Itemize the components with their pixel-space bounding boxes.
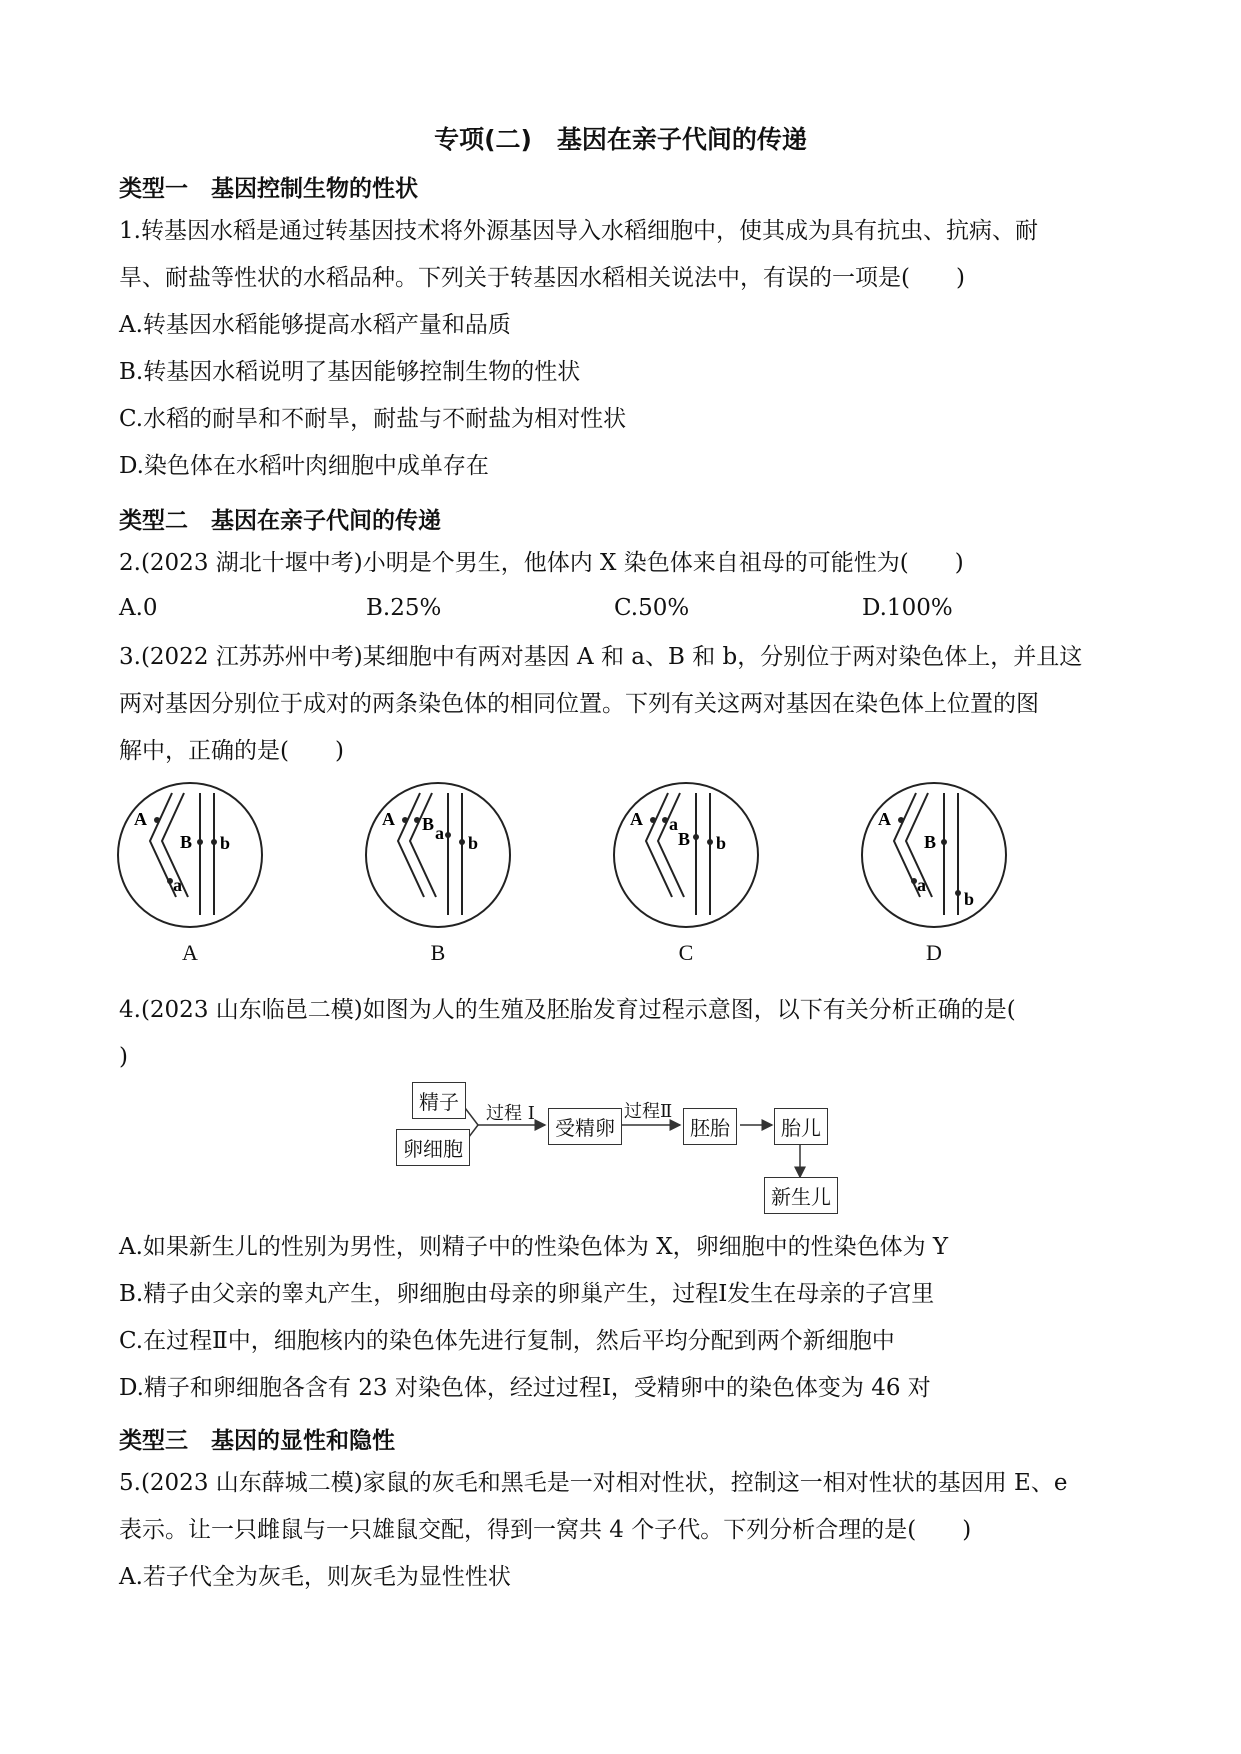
q4-stem-line2: ): [119, 1044, 128, 1070]
flow-process1-label: 过程 I: [486, 1103, 535, 1124]
q3-stem-line1: 3.(2022 江苏苏州中考)某细胞中有两对基因 A 和 a、B 和 b，分别位于两对染色体上，并且这: [119, 644, 1083, 670]
gene-label-a: a: [173, 875, 182, 895]
q2-option-b: B.25%: [366, 595, 442, 621]
gene-label-a: a: [435, 823, 444, 843]
flow-egg-box: 卵细胞: [396, 1129, 470, 1166]
q5-stem-line2: 表示。让一只雌鼠与一只雄鼠交配，得到一窝共 4 个子代。下列分析合理的是( ): [119, 1517, 972, 1543]
flow-sperm-box: 精子: [412, 1082, 466, 1119]
q1-option-b: B.转基因水稻说明了基因能够控制生物的性状: [119, 359, 581, 385]
q4-option-d: D.精子和卵细胞各含有 23 对染色体，经过过程Ⅰ，受精卵中的染色体变为 46 对: [119, 1375, 931, 1401]
q1-option-d: D.染色体在水稻叶肉细胞中成单存在: [119, 453, 489, 479]
gene-label-A: A: [382, 809, 395, 829]
q4-option-a: A.如果新生儿的性别为男性，则精子中的性染色体为 X，卵细胞中的性染色体为 Y: [119, 1234, 949, 1260]
gene-label-A: A: [630, 809, 643, 829]
gene-label-B: B: [924, 832, 937, 852]
q2-stem: 2.(2023 湖北十堰中考)小明是个男生，他体内 X 染色体来自祖母的可能性为( ): [119, 550, 964, 576]
figure-c-cell: [614, 783, 758, 927]
q4-option-c: C.在过程Ⅱ中，细胞核内的染色体先进行复制，然后平均分配到两个新细胞中: [119, 1328, 895, 1354]
figure-label-c: C: [678, 940, 694, 965]
q5-stem-line1: 5.(2023 山东薛城二模)家鼠的灰毛和黑毛是一对相对性状，控制这一相对性状的基因用 E、e: [119, 1470, 1068, 1496]
flow-fetus-box: 胎儿: [774, 1108, 828, 1145]
page-title: 专项(二) 基因在亲子代间的传递: [434, 125, 807, 154]
q2-option-a: A.0: [119, 595, 158, 621]
q1-stem-line2: 旱、耐盐等性状的水稻品种。下列关于转基因水稻相关说法中，有误的一项是( ): [119, 265, 965, 291]
q4-stem-line1: 4.(2023 山东临邑二模)如图为人的生殖及胚胎发育过程示意图，以下有关分析正确的是(: [119, 997, 1016, 1023]
q5-option-a: A.若子代全为灰毛，则灰毛为显性性状: [119, 1564, 511, 1590]
q2-option-d: D.100%: [862, 595, 953, 621]
q3-stem-line3: 解中，正确的是( ): [119, 738, 344, 764]
gene-label-a: a: [917, 875, 926, 895]
flow-newborn-box: 新生儿: [764, 1177, 838, 1214]
section-heading-1: 类型一 基因控制生物的性状: [119, 176, 418, 202]
gene-label-b: b: [468, 833, 479, 853]
figure-d-cell: [862, 783, 1006, 927]
gene-label-B: B: [180, 832, 193, 852]
q3-stem-line2: 两对基因分别位于成对的两条染色体的相同位置。下列有关这两对基因在染色体上位置的图: [119, 691, 1039, 717]
q1-option-a: A.转基因水稻能够提高水稻产量和品质: [119, 312, 511, 338]
gene-label-b: b: [220, 833, 231, 853]
section-heading-2: 类型二 基因在亲子代间的传递: [119, 508, 441, 534]
q1-option-c: C.水稻的耐旱和不耐旱，耐盐与不耐盐为相对性状: [119, 406, 627, 432]
q2-option-c: C.50%: [614, 595, 690, 621]
gene-label-B: B: [422, 814, 435, 834]
figure-label-a: A: [182, 940, 198, 965]
figure-label-d: D: [926, 940, 942, 965]
gene-label-A: A: [134, 809, 147, 829]
gene-label-B: B: [678, 829, 691, 849]
section-heading-3: 类型三 基因的显性和隐性: [119, 1428, 395, 1454]
figure-label-b: B: [430, 940, 446, 965]
figure-a-cell: [118, 783, 262, 927]
q4-flowchart-arrows: [0, 1075, 1241, 1215]
q4-option-b: B.精子由父亲的睾丸产生，卵细胞由母亲的卵巢产生，过程Ⅰ发生在母亲的子宫里: [119, 1281, 935, 1307]
q3-figures: [0, 770, 1241, 950]
gene-label-b: b: [716, 833, 727, 853]
gene-label-a: a: [669, 814, 678, 834]
flow-embryo-box: 胚胎: [683, 1108, 737, 1145]
flow-process2-label: 过程Ⅱ: [624, 1101, 673, 1122]
flow-zygote-box: 受精卵: [548, 1108, 622, 1145]
figure-b-cell: [366, 783, 510, 927]
q1-stem-line1: 1.转基因水稻是通过转基因技术将外源基因导入水稻细胞中，使其成为具有抗虫、抗病、耐: [119, 218, 1038, 244]
gene-label-A: A: [878, 809, 891, 829]
gene-label-b: b: [964, 889, 975, 909]
